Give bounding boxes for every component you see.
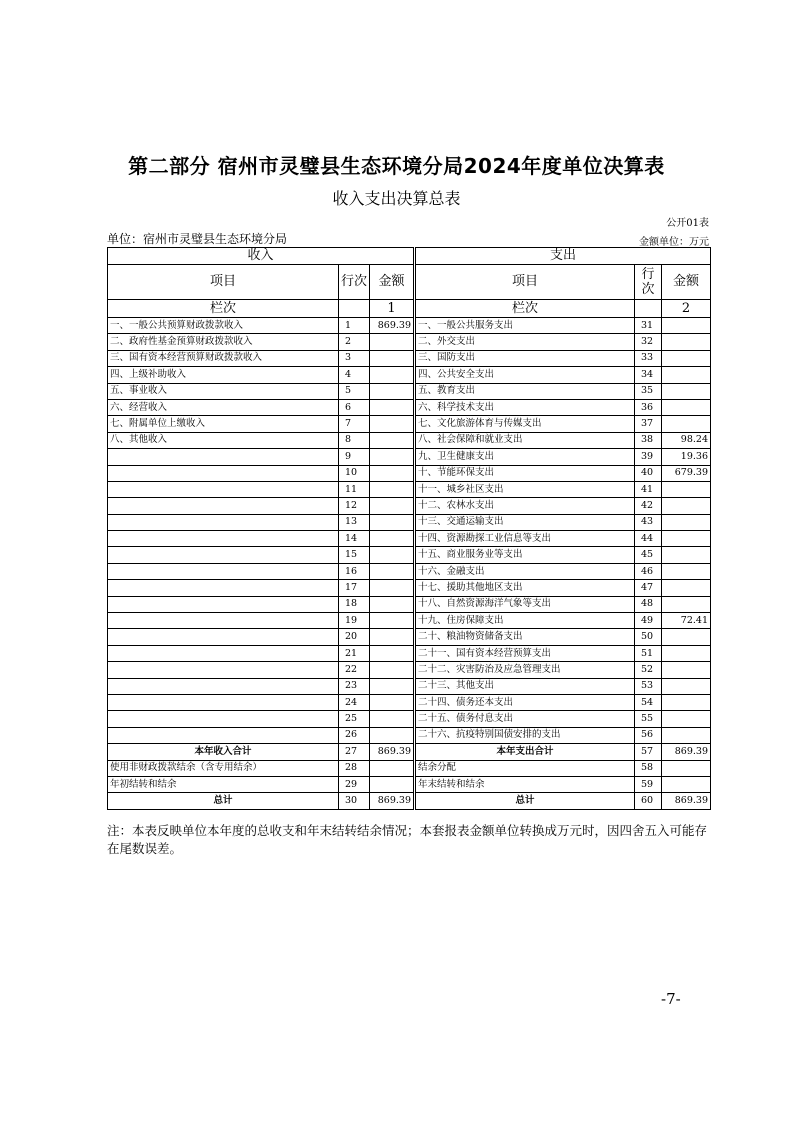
expense-amount: 98.24 xyxy=(662,432,711,448)
header-row-1 xyxy=(108,248,711,265)
income-amount xyxy=(370,645,415,661)
income-amount xyxy=(370,580,415,596)
table-row xyxy=(108,514,711,530)
col-row-header: 行次 xyxy=(339,265,370,300)
expense-item: 十一、城乡社区支出 xyxy=(415,481,635,497)
expense-amount xyxy=(662,629,711,645)
income-row-no: 28 xyxy=(339,760,370,776)
income-row-no: 24 xyxy=(339,694,370,710)
expense-item: 二十二、灾害防治及应急管理支出 xyxy=(415,662,635,678)
table-row xyxy=(108,367,711,383)
income-amount xyxy=(370,760,415,776)
page-number: -7- xyxy=(661,990,681,1008)
income-row-no: 16 xyxy=(339,563,370,579)
income-item xyxy=(108,645,339,661)
expense-row-no: 43 xyxy=(635,514,662,530)
income-row-no: 15 xyxy=(339,547,370,563)
expense-row-no: 42 xyxy=(635,498,662,514)
expense-item: 五、教育支出 xyxy=(415,383,635,399)
table-row xyxy=(108,416,711,432)
expense-amount xyxy=(662,318,711,334)
income-amount xyxy=(370,449,415,465)
expense-amount: 869.39 xyxy=(662,744,711,760)
expense-item: 十二、农林水支出 xyxy=(415,498,635,514)
income-amount xyxy=(370,711,415,727)
expense-item: 三、国防支出 xyxy=(415,350,635,366)
income-row-no: 1 xyxy=(339,318,370,334)
table-row xyxy=(108,334,711,350)
expense-row-no: 51 xyxy=(635,645,662,661)
expense-row-no: 55 xyxy=(635,711,662,727)
col-row-header-right: 行次 xyxy=(635,265,662,300)
expense-row-no: 37 xyxy=(635,416,662,432)
income-amount xyxy=(370,547,415,563)
income-amount xyxy=(370,531,415,547)
expense-row-no: 56 xyxy=(635,727,662,743)
income-amount xyxy=(370,563,415,579)
income-row-no: 4 xyxy=(339,367,370,383)
expense-row-no: 40 xyxy=(635,465,662,481)
income-row-no: 26 xyxy=(339,727,370,743)
expense-amount xyxy=(662,596,711,612)
income-row-no: 7 xyxy=(339,416,370,432)
expense-row-no: 44 xyxy=(635,531,662,547)
income-item xyxy=(108,694,339,710)
income-row-no: 18 xyxy=(339,596,370,612)
income-item: 五、事业收入 xyxy=(108,383,339,399)
expense-amount xyxy=(662,580,711,596)
table-row xyxy=(108,383,711,399)
expense-item: 十八、自然资源海洋气象等支出 xyxy=(415,596,635,612)
income-amount xyxy=(370,662,415,678)
income-row-no: 9 xyxy=(339,449,370,465)
col-amount-header: 金额 xyxy=(370,265,415,300)
expense-item: 十四、资源勘探工业信息等支出 xyxy=(415,531,635,547)
expense-item: 二、外交支出 xyxy=(415,334,635,350)
expense-amount: 679.39 xyxy=(662,465,711,481)
expense-item: 二十一、国有资本经营预算支出 xyxy=(415,645,635,661)
income-row-no: 27 xyxy=(339,744,370,760)
expense-amount xyxy=(662,416,711,432)
income-row-no: 5 xyxy=(339,383,370,399)
expense-amount xyxy=(662,678,711,694)
income-item xyxy=(108,449,339,465)
income-amount xyxy=(370,613,415,629)
expense-amount xyxy=(662,776,711,792)
expense-amount: 869.39 xyxy=(662,793,711,809)
expense-item: 十九、住房保障支出 xyxy=(415,613,635,629)
income-amount xyxy=(370,399,415,415)
table-row xyxy=(108,711,711,727)
income-item xyxy=(108,596,339,612)
expense-amount xyxy=(662,727,711,743)
expense-row-no: 50 xyxy=(635,629,662,645)
income-item xyxy=(108,711,339,727)
expense-item: 十三、交通运输支出 xyxy=(415,514,635,530)
income-amount xyxy=(370,465,415,481)
expense-amount xyxy=(662,547,711,563)
expense-item: 一、一般公共服务支出 xyxy=(415,318,635,334)
income-amount xyxy=(370,596,415,612)
col-item-header-right: 项目 xyxy=(415,265,635,300)
income-amount xyxy=(370,678,415,694)
expense-row-no: 57 xyxy=(635,744,662,760)
table-row xyxy=(108,596,711,612)
table-row xyxy=(108,465,711,481)
table-row xyxy=(108,662,711,678)
income-amount xyxy=(370,334,415,350)
expense-amount xyxy=(662,711,711,727)
income-row-no: 23 xyxy=(339,678,370,694)
table-row xyxy=(108,432,711,448)
lanci-label-right: 栏次 xyxy=(415,300,635,318)
income-item: 年初结转和结余 xyxy=(108,776,339,792)
table-row xyxy=(108,547,711,563)
income-amount xyxy=(370,367,415,383)
income-item xyxy=(108,613,339,629)
income-item: 八、其他收入 xyxy=(108,432,339,448)
expense-item: 十、节能环保支出 xyxy=(415,465,635,481)
income-amount xyxy=(370,629,415,645)
table-row xyxy=(108,481,711,497)
income-item xyxy=(108,547,339,563)
expense-item: 结余分配 xyxy=(415,760,635,776)
expense-amount xyxy=(662,563,711,579)
footnote: 注：本表反映单位本年度的总收支和年末结转结余情况；本套报表金额单位转换成万元时，因四舍五入可能存在尾数误差。 xyxy=(107,823,708,856)
income-row-no: 10 xyxy=(339,465,370,481)
expense-amount xyxy=(662,760,711,776)
table-row xyxy=(108,350,711,366)
income-item xyxy=(108,498,339,514)
expense-item: 十七、援助其他地区支出 xyxy=(415,580,635,596)
expense-item: 十六、金融支出 xyxy=(415,563,635,579)
expense-item: 六、科学技术支出 xyxy=(415,399,635,415)
expense-amount: 19.36 xyxy=(662,449,711,465)
income-amount: 869.39 xyxy=(370,793,415,809)
income-amount: 869.39 xyxy=(370,744,415,760)
income-row-no: 29 xyxy=(339,776,370,792)
expense-item: 七、文化旅游体育与传媒支出 xyxy=(415,416,635,432)
column-number-2: 2 xyxy=(662,300,711,318)
table-row xyxy=(108,629,711,645)
lanci-label: 栏次 xyxy=(108,300,339,318)
expense-amount xyxy=(662,383,711,399)
expense-header: 支出 xyxy=(415,248,711,265)
expense-row-no: 36 xyxy=(635,399,662,415)
table-row xyxy=(108,531,711,547)
table-row xyxy=(108,645,711,661)
income-row-no: 25 xyxy=(339,711,370,727)
income-item: 六、经营收入 xyxy=(108,399,339,415)
expense-row-no: 38 xyxy=(635,432,662,448)
income-item xyxy=(108,481,339,497)
amount-unit-label: 金额单位：万元 xyxy=(639,237,709,248)
expense-amount xyxy=(662,531,711,547)
table-row xyxy=(108,793,711,809)
table-row xyxy=(108,694,711,710)
expense-amount xyxy=(662,645,711,661)
table-row xyxy=(108,399,711,415)
header-row-2 xyxy=(108,265,711,300)
table-row xyxy=(108,613,711,629)
income-item: 七、附属单位上缴收入 xyxy=(108,416,339,432)
income-item xyxy=(108,629,339,645)
income-item xyxy=(108,580,339,596)
table-row xyxy=(108,744,711,760)
income-item xyxy=(108,531,339,547)
income-item xyxy=(108,563,339,579)
income-row-no: 3 xyxy=(339,350,370,366)
col-amount-header-right: 金额 xyxy=(662,265,711,300)
table-subtitle: 收入支出决算总表 xyxy=(332,189,461,208)
expense-row-no: 58 xyxy=(635,760,662,776)
expense-row-no: 39 xyxy=(635,449,662,465)
income-amount xyxy=(370,481,415,497)
income-amount xyxy=(370,514,415,530)
page-title: 第二部分 宿州市灵璧县生态环境分局2024年度单位决算表 xyxy=(128,154,665,178)
table-row xyxy=(108,580,711,596)
expense-amount xyxy=(662,367,711,383)
table-row xyxy=(108,318,711,334)
income-row-no: 20 xyxy=(339,629,370,645)
expense-row-no: 48 xyxy=(635,596,662,612)
income-amount xyxy=(370,776,415,792)
expense-amount xyxy=(662,350,711,366)
income-item xyxy=(108,465,339,481)
income-row-no: 6 xyxy=(339,399,370,415)
income-item: 二、政府性基金预算财政拨款收入 xyxy=(108,334,339,350)
income-row-no: 21 xyxy=(339,645,370,661)
expense-item: 二十五、债务付息支出 xyxy=(415,711,635,727)
income-row-no: 13 xyxy=(339,514,370,530)
income-row-no: 11 xyxy=(339,481,370,497)
expense-row-no: 33 xyxy=(635,350,662,366)
income-row-no: 2 xyxy=(339,334,370,350)
table-number: 公开01表 xyxy=(666,218,709,229)
expense-item: 二十六、抗疫特别国债安排的支出 xyxy=(415,727,635,743)
income-item: 三、国有资本经营预算财政拨款收入 xyxy=(108,350,339,366)
expense-amount xyxy=(662,662,711,678)
expense-row-no: 32 xyxy=(635,334,662,350)
table-row xyxy=(108,776,711,792)
income-row-no: 14 xyxy=(339,531,370,547)
income-header: 收入 xyxy=(108,248,415,265)
income-amount xyxy=(370,498,415,514)
expense-item: 年末结转和结余 xyxy=(415,776,635,792)
income-item: 使用非财政拨款结余（含专用结余） xyxy=(108,760,339,776)
table-row xyxy=(108,563,711,579)
income-amount xyxy=(370,694,415,710)
table-row xyxy=(108,678,711,694)
expense-row-no: 41 xyxy=(635,481,662,497)
income-amount xyxy=(370,383,415,399)
income-row-no: 19 xyxy=(339,613,370,629)
income-item xyxy=(108,678,339,694)
lanci-empty-right xyxy=(635,300,662,318)
col-item-header: 项目 xyxy=(108,265,339,300)
expense-amount xyxy=(662,399,711,415)
income-item: 总计 xyxy=(108,793,339,809)
expense-row-no: 60 xyxy=(635,793,662,809)
expense-row-no: 53 xyxy=(635,678,662,694)
expense-item: 九、卫生健康支出 xyxy=(415,449,635,465)
expense-amount xyxy=(662,498,711,514)
expense-amount xyxy=(662,514,711,530)
income-item: 一、一般公共预算财政拨款收入 xyxy=(108,318,339,334)
income-row-no: 12 xyxy=(339,498,370,514)
expense-row-no: 45 xyxy=(635,547,662,563)
income-row-no: 30 xyxy=(339,793,370,809)
expense-row-no: 35 xyxy=(635,383,662,399)
expense-row-no: 49 xyxy=(635,613,662,629)
expense-row-no: 34 xyxy=(635,367,662,383)
income-row-no: 17 xyxy=(339,580,370,596)
expense-row-no: 47 xyxy=(635,580,662,596)
expense-row-no: 52 xyxy=(635,662,662,678)
expense-item: 本年支出合计 xyxy=(415,744,635,760)
income-item xyxy=(108,662,339,678)
expense-item: 八、社会保障和就业支出 xyxy=(415,432,635,448)
expense-amount xyxy=(662,481,711,497)
income-row-no: 22 xyxy=(339,662,370,678)
expense-item: 四、公共安全支出 xyxy=(415,367,635,383)
income-amount: 869.39 xyxy=(370,318,415,334)
table-row xyxy=(108,760,711,776)
budget-table xyxy=(107,247,711,810)
income-amount xyxy=(370,432,415,448)
income-item xyxy=(108,514,339,530)
income-item: 本年收入合计 xyxy=(108,744,339,760)
table-row xyxy=(108,449,711,465)
income-amount xyxy=(370,416,415,432)
unit-label: 单位：宿州市灵璧县生态环境分局 xyxy=(107,232,288,246)
expense-item: 十五、商业服务业等支出 xyxy=(415,547,635,563)
expense-amount xyxy=(662,694,711,710)
income-item: 四、上级补助收入 xyxy=(108,367,339,383)
lanci-empty xyxy=(339,300,370,318)
table-row xyxy=(108,498,711,514)
table-row xyxy=(108,727,711,743)
column-number-1: 1 xyxy=(370,300,415,318)
expense-item: 二十、粮油物资储备支出 xyxy=(415,629,635,645)
expense-row-no: 46 xyxy=(635,563,662,579)
expense-amount: 72.41 xyxy=(662,613,711,629)
income-amount xyxy=(370,727,415,743)
expense-item: 二十三、其他支出 xyxy=(415,678,635,694)
income-amount xyxy=(370,350,415,366)
income-row-no: 8 xyxy=(339,432,370,448)
expense-item: 二十四、债务还本支出 xyxy=(415,694,635,710)
expense-row-no: 31 xyxy=(635,318,662,334)
expense-row-no: 59 xyxy=(635,776,662,792)
expense-amount xyxy=(662,334,711,350)
header-row-3 xyxy=(108,300,711,318)
income-item xyxy=(108,727,339,743)
expense-item: 总计 xyxy=(415,793,635,809)
expense-row-no: 54 xyxy=(635,694,662,710)
